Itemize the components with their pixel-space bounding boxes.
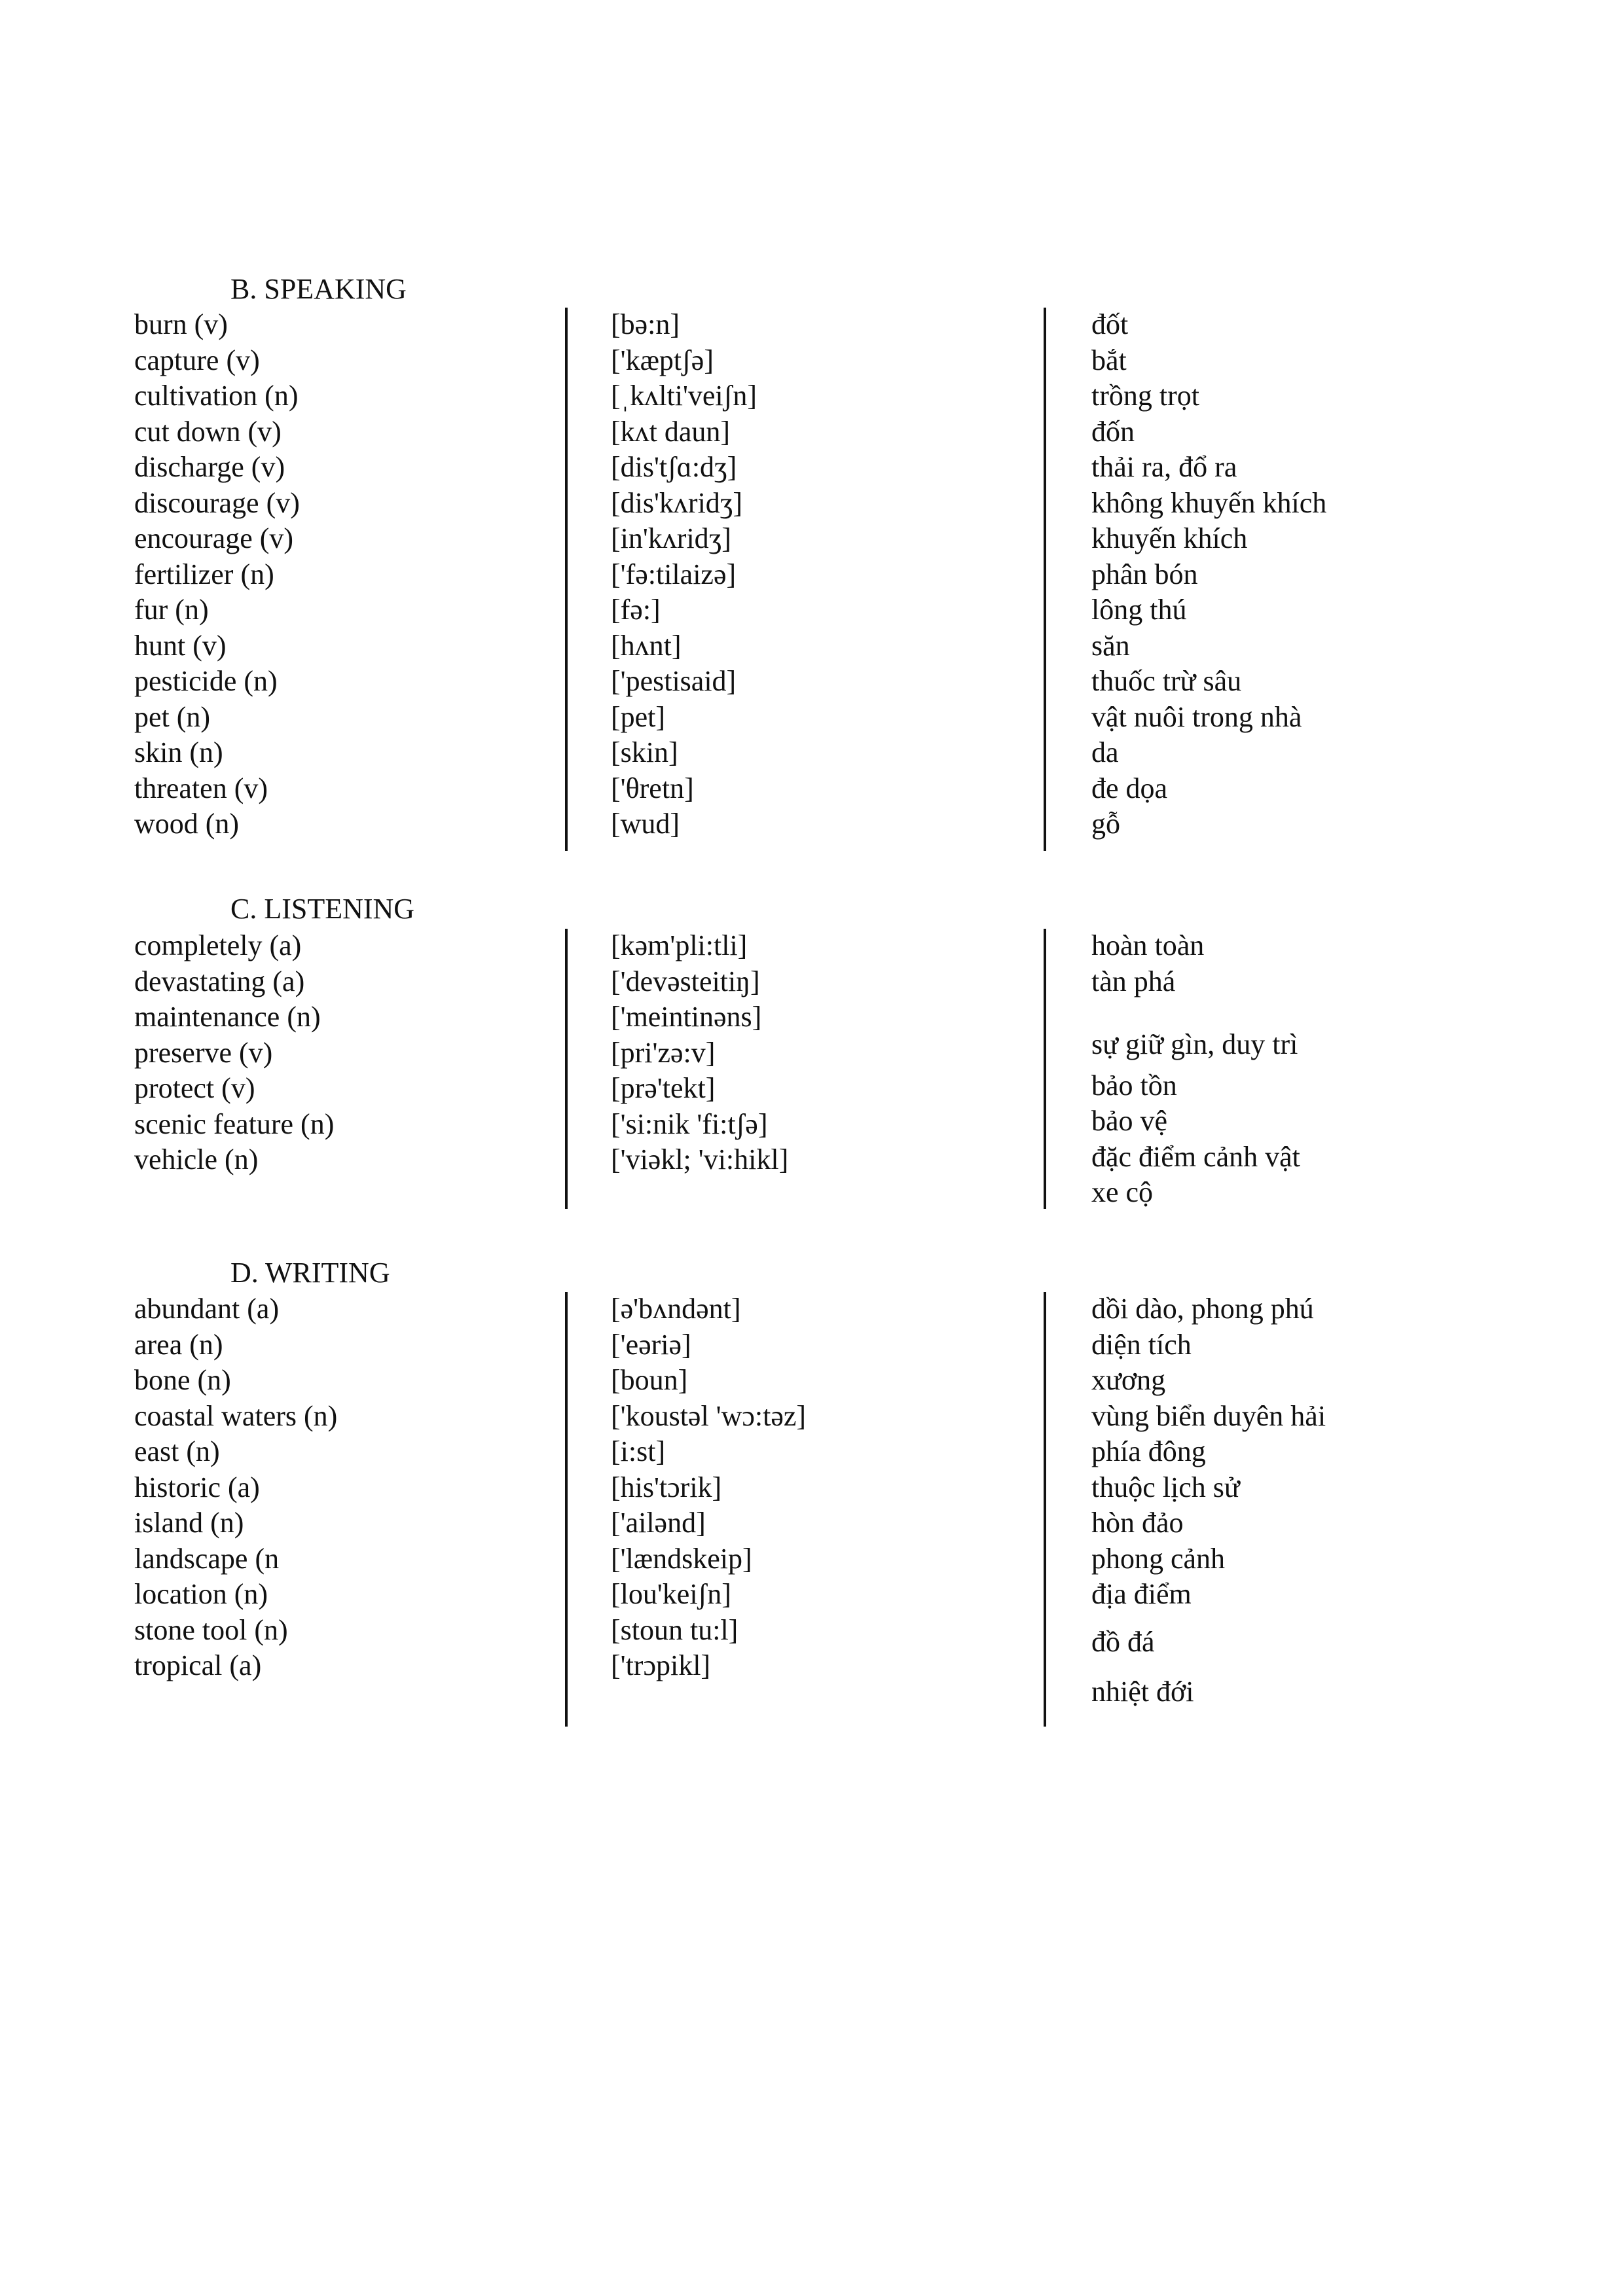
ipa: ['fə:tilaizə]	[611, 558, 737, 590]
meaning: dồi dào, phong phú	[1091, 1293, 1314, 1325]
word: burn (v)	[134, 308, 228, 340]
word: fur (n)	[134, 594, 209, 626]
ipa: [stoun tu:l]	[611, 1613, 739, 1646]
column-divider	[1044, 308, 1046, 851]
meaning: săn	[1091, 629, 1130, 662]
word: location (n)	[134, 1578, 268, 1610]
listening-section	[0, 891, 1623, 1219]
ipa: [i:st]	[611, 1435, 666, 1467]
word: landscape (n	[134, 1542, 280, 1575]
meaning: diện tích	[1091, 1328, 1192, 1361]
ipa: [kʌt daun]	[611, 415, 731, 448]
ipa: [bə:n]	[611, 308, 680, 340]
word: maintenance (n)	[134, 1001, 321, 1033]
meaning-column	[1091, 307, 1326, 842]
meaning: vùng biển duyên hải	[1091, 1399, 1326, 1432]
column-divider	[565, 308, 568, 851]
meaning: địa điểm	[1091, 1578, 1192, 1610]
column-divider	[565, 929, 568, 1209]
meaning: bắt	[1091, 344, 1127, 376]
meaning: không khuyến khích	[1091, 486, 1327, 519]
word: devastating (a)	[134, 965, 305, 997]
word: discharge (v)	[134, 451, 285, 483]
meaning: đe dọa	[1091, 772, 1168, 804]
writing-section	[0, 1255, 1623, 1740]
column-divider	[1044, 929, 1046, 1209]
word: capture (v)	[134, 344, 260, 376]
word: encourage (v)	[134, 522, 294, 554]
column-divider	[565, 1292, 568, 1727]
word: island (n)	[134, 1507, 244, 1539]
speaking-title: B. SPEAKING	[230, 273, 407, 305]
word: tropical (a)	[134, 1649, 262, 1681]
ipa: ['meintinəns]	[611, 1001, 762, 1033]
meaning: bảo vệ	[1091, 1105, 1168, 1137]
word: historic (a)	[134, 1471, 260, 1503]
meaning: đốn	[1091, 415, 1135, 448]
meaning: bảo tồn	[1091, 1069, 1177, 1102]
word: completely (a)	[134, 929, 302, 961]
ipa: ['lændskeip]	[611, 1542, 752, 1575]
meaning: hòn đảo	[1091, 1507, 1184, 1539]
meaning: tàn phá	[1091, 965, 1176, 997]
word: stone tool (n)	[134, 1613, 288, 1646]
ipa: ['koustəl 'wɔ:təz]	[611, 1399, 807, 1432]
ipa: [fə:]	[611, 594, 661, 626]
ipa: [pet]	[611, 700, 666, 733]
meaning: đặc điểm cảnh vật	[1091, 1140, 1300, 1173]
ipa: [wud]	[611, 808, 680, 840]
word: threaten (v)	[134, 772, 268, 804]
column-divider	[1044, 1292, 1046, 1727]
word: protect (v)	[134, 1072, 255, 1104]
meaning: phía đông	[1091, 1435, 1206, 1467]
ipa: [in'kʌridʒ]	[611, 522, 731, 554]
ipa: [kəm'pli:tli]	[611, 929, 748, 961]
ipa: ['ailənd]	[611, 1507, 706, 1539]
meaning: vật nuôi trong nhà	[1091, 700, 1302, 733]
ipa: ['kæptʃə]	[611, 344, 714, 376]
ipa-column	[611, 1291, 806, 1684]
meaning: đồ đá	[1091, 1625, 1155, 1658]
word: wood (n)	[134, 808, 240, 840]
meaning: phong cảnh	[1091, 1542, 1226, 1575]
meaning: xe cộ	[1091, 1176, 1154, 1208]
meaning: đốt	[1091, 308, 1129, 340]
ipa: ['devəsteitiŋ]	[611, 965, 760, 997]
meaning: khuyến khích	[1091, 522, 1248, 554]
ipa: [skin]	[611, 736, 678, 768]
meaning: lông thú	[1091, 594, 1187, 626]
word: pet (n)	[134, 700, 211, 733]
meaning-column	[1091, 928, 1300, 1211]
word: bone (n)	[134, 1364, 231, 1396]
word: cut down (v)	[134, 415, 282, 448]
ipa: [hʌnt]	[611, 629, 682, 662]
word: east (n)	[134, 1435, 220, 1467]
meaning: nhiệt đới	[1091, 1676, 1194, 1708]
ipa: [boun]	[611, 1364, 688, 1396]
ipa-column	[611, 928, 788, 1178]
meaning: da	[1091, 736, 1119, 768]
word: abundant (a)	[134, 1293, 280, 1325]
speaking-section	[0, 272, 1623, 848]
word: coastal waters (n)	[134, 1399, 338, 1432]
ipa: ['si:nik 'fi:tʃə]	[611, 1107, 768, 1140]
word: discourage (v)	[134, 486, 300, 519]
meaning: trồng trọt	[1091, 380, 1199, 412]
ipa: [dis'kʌridʒ]	[611, 486, 742, 519]
ipa: [ˌkʌlti'veiʃn]	[611, 380, 757, 412]
ipa: ['eəriə]	[611, 1328, 691, 1361]
meaning: thải ra, đổ ra	[1091, 451, 1237, 483]
ipa: [dis'tʃɑ:dʒ]	[611, 451, 737, 483]
word: vehicle (n)	[134, 1143, 259, 1175]
meaning: hoàn toàn	[1091, 929, 1205, 961]
word: hunt (v)	[134, 629, 227, 662]
writing-title: D. WRITING	[230, 1257, 390, 1289]
ipa: [prə'tekt]	[611, 1072, 716, 1104]
meaning: sự giữ gìn, duy trì	[1091, 1028, 1298, 1060]
word: scenic feature (n)	[134, 1107, 335, 1140]
meaning-column	[1091, 1291, 1326, 1710]
word: skin (n)	[134, 736, 223, 768]
word: pesticide (n)	[134, 665, 278, 697]
ipa: ['viəkl; 'vi:hikl]	[611, 1143, 789, 1175]
word: cultivation (n)	[134, 380, 299, 412]
meaning: thuốc trừ sâu	[1091, 665, 1242, 697]
ipa: [ə'bʌndənt]	[611, 1293, 741, 1325]
ipa: ['pestisaid]	[611, 665, 737, 697]
word-column	[134, 307, 300, 842]
word-column	[134, 1291, 337, 1684]
listening-title: C. LISTENING	[230, 893, 415, 925]
ipa: [pri'zə:v]	[611, 1036, 716, 1069]
meaning: gỗ	[1091, 808, 1120, 840]
meaning: phân bón	[1091, 558, 1198, 590]
ipa-column	[611, 307, 757, 842]
word-column	[134, 928, 334, 1178]
word: preserve (v)	[134, 1036, 273, 1069]
ipa: ['trɔpikl]	[611, 1649, 711, 1681]
ipa: [his'tɔrik]	[611, 1471, 722, 1503]
ipa: [lou'keiʃn]	[611, 1578, 731, 1610]
word: area (n)	[134, 1328, 223, 1361]
meaning: thuộc lịch sử	[1091, 1471, 1240, 1503]
meaning: xương	[1091, 1364, 1166, 1396]
ipa: ['θretn]	[611, 772, 694, 804]
word: fertilizer (n)	[134, 558, 274, 590]
